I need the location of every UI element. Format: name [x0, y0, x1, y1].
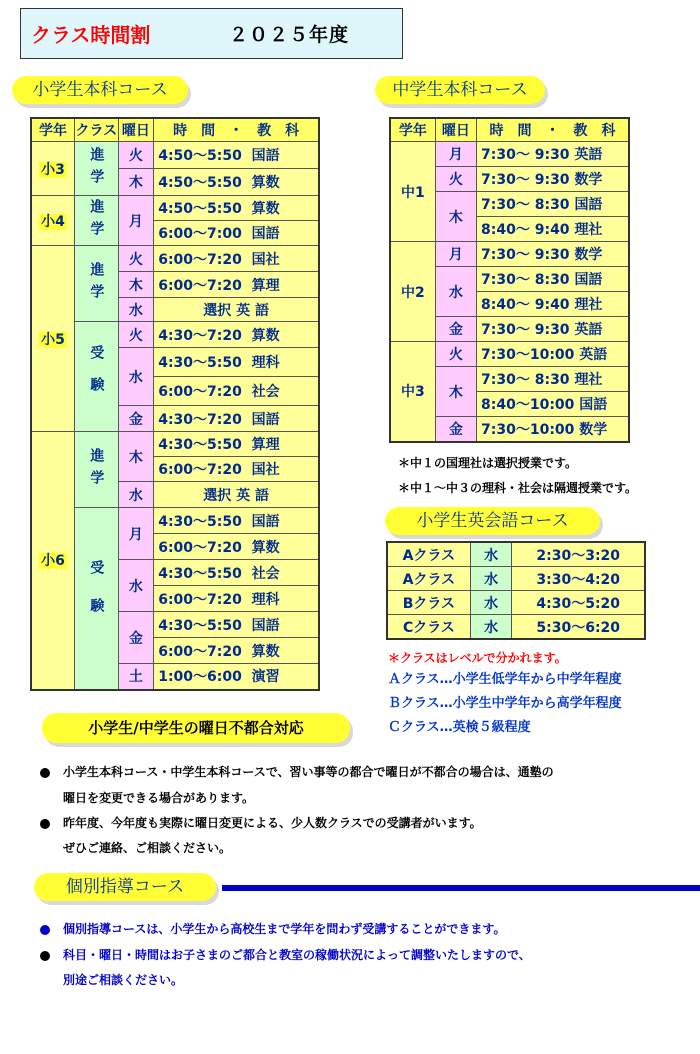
time-cell: 6:00〜7:20 国社 [154, 457, 319, 482]
time-cell: 7:30〜 9:30 英語 [477, 142, 629, 167]
time-cell: 6:00〜7:00 国語 [154, 221, 319, 246]
class-cell: 受験 [75, 322, 119, 432]
selective-english-cell: 選択 英 語 [154, 298, 319, 322]
bullet-icon [40, 951, 50, 961]
conflict-paragraph-2a: 昨年度、今年度も実際に曜日変更による、少人数クラスでの受講者がいます。 [63, 816, 482, 830]
bullet-icon [40, 925, 50, 935]
time-cell: 6:00〜7:20 国社 [154, 246, 319, 272]
grade-cell: 小3 [31, 142, 75, 196]
bullet-icon [40, 819, 50, 829]
time-cell: 4:30〜7:20 算数 [154, 322, 319, 348]
english-course-pill: 小学生英会語コース [385, 507, 600, 535]
header-grade: 学年 [390, 118, 435, 142]
english-level-b: Ｂクラス…小学生中学年から高学年程度 [388, 696, 622, 711]
middle-note-2: ＊中１〜中３の理科・社会は隔週授業です。 [398, 481, 638, 495]
time-cell: 4:50〜5:50 算数 [154, 196, 319, 221]
day-cell: 火 [118, 142, 154, 169]
day-cell: 火 [435, 167, 476, 192]
day-cell: 火 [118, 322, 154, 348]
time-cell: 6:00〜7:20 算数 [154, 638, 319, 664]
english-time-cell: 3:30〜4:20 [512, 567, 645, 591]
day-cell: 月 [118, 508, 154, 560]
time-cell: 4:30〜5:50 社会 [154, 560, 319, 586]
time-cell: 6:00〜7:20 算数 [154, 534, 319, 560]
english-time-cell: 5:30〜6:20 [512, 615, 645, 640]
day-cell: 木 [118, 432, 154, 482]
time-cell: 7:30〜10:00 英語 [477, 342, 629, 367]
time-cell: 4:50〜5:50 国語 [154, 142, 319, 169]
middle-timetable [389, 117, 630, 443]
day-cell: 水 [118, 298, 154, 322]
english-time-cell: 2:30〜3:20 [512, 542, 645, 567]
header-class: クラス [75, 118, 119, 142]
individual-paragraph-2a: 科目・曜日・時間はお子さまのご都合と教室の稼働状況によって調整いたしますので、 [63, 948, 531, 962]
time-cell: 7:30〜 8:30 国語 [477, 192, 629, 217]
time-cell: 7:30〜 9:30 数学 [477, 242, 629, 267]
day-conflict-pill: 小学生/中学生の曜日不都合対応 [42, 713, 350, 743]
time-cell: 7:30〜 8:30 理社 [477, 367, 629, 392]
english-day-cell: 水 [470, 615, 512, 640]
english-level-a: Ａクラス…小学生低学年から中学年程度 [388, 672, 622, 687]
time-cell: 6:00〜7:20 社会 [154, 377, 319, 406]
day-cell: 木 [435, 367, 476, 417]
english-level-c: Ｃクラス…英検５級程度 [388, 720, 531, 735]
individual-paragraph-2b: 別途ご相談ください。 [63, 973, 184, 987]
english-time-cell: 4:30〜5:20 [512, 591, 645, 615]
class-cell: 進学 [75, 142, 119, 196]
elementary-timetable [30, 117, 320, 691]
day-cell: 水 [118, 348, 154, 406]
day-cell: 土 [118, 664, 154, 690]
english-day-cell: 水 [470, 567, 512, 591]
grade-cell: 小5 [31, 246, 75, 432]
grade-cell: 中2 [390, 242, 435, 342]
time-cell: 4:50〜5:50 算数 [154, 169, 319, 196]
day-cell: 火 [118, 246, 154, 272]
header-day: 曜日 [435, 118, 476, 142]
day-cell: 水 [118, 560, 154, 612]
class-cell: 進学 [75, 246, 119, 322]
class-cell: 進学 [75, 196, 119, 246]
grade-cell: 中1 [390, 142, 435, 242]
day-cell: 金 [435, 317, 476, 342]
day-cell: 金 [118, 406, 154, 432]
time-cell: 7:30〜10:00 数学 [477, 417, 629, 442]
time-cell: 6:00〜7:20 算理 [154, 272, 319, 298]
day-cell: 月 [435, 242, 476, 267]
time-cell: 8:40〜 9:40 理社 [477, 217, 629, 242]
bullet-icon [40, 768, 50, 778]
time-cell: 4:30〜5:50 理科 [154, 348, 319, 377]
time-cell: 4:30〜5:50 算理 [154, 432, 319, 457]
day-cell: 金 [118, 612, 154, 664]
grade-cell: 小6 [31, 432, 75, 690]
conflict-paragraph-2b: ぜひご連絡、ご相談ください。 [63, 841, 232, 855]
class-cell: 進学 [75, 432, 119, 508]
english-class-cell: Cクラス [387, 615, 470, 640]
day-cell: 木 [435, 192, 476, 242]
time-cell: 6:00〜7:20 理科 [154, 586, 319, 612]
day-cell: 水 [118, 482, 154, 508]
time-cell: 4:30〜5:50 国語 [154, 508, 319, 534]
header-grade: 学年 [31, 118, 75, 142]
english-class-note: ＊クラスはレベルで分かれます。 [388, 651, 567, 665]
class-cell: 受験 [75, 508, 119, 690]
day-cell: 木 [118, 272, 154, 298]
time-cell: 7:30〜 9:30 数学 [477, 167, 629, 192]
title-box [20, 8, 403, 59]
time-cell: 7:30〜 9:30 英語 [477, 317, 629, 342]
elementary-course-pill: 小学生本科コース [12, 76, 188, 104]
page-title: クラス時間割 [31, 23, 151, 47]
selective-english-cell: 選択 英 語 [154, 482, 319, 508]
english-class-cell: Aクラス [387, 567, 470, 591]
header-time-subject: 時 間 ・ 教 科 [477, 118, 629, 142]
conflict-paragraph-1a: 小学生本科コース・中学生本科コースで、習い事等の都合で曜日が不都合の場合は、通塾の [63, 765, 554, 779]
english-day-cell: 水 [470, 591, 512, 615]
time-cell: 8:40〜 9:40 理社 [477, 292, 629, 317]
time-cell: 1:00〜6:00 演習 [154, 664, 319, 690]
day-cell: 火 [435, 342, 476, 367]
day-cell: 水 [435, 267, 476, 317]
day-cell: 月 [435, 142, 476, 167]
time-cell: 4:30〜7:20 国語 [154, 406, 319, 432]
middle-note-1: ＊中１の国理社は選択授業です。 [398, 456, 578, 470]
day-cell: 金 [435, 417, 476, 442]
individual-course-pill: 個別指導コース [34, 873, 216, 901]
english-class-cell: Aクラス [387, 542, 470, 567]
time-cell: 7:30〜 8:30 国語 [477, 267, 629, 292]
english-class-cell: Bクラス [387, 591, 470, 615]
grade-cell: 小4 [31, 196, 75, 246]
time-cell: 4:30〜5:50 国語 [154, 612, 319, 638]
section-divider-bar [222, 885, 700, 891]
year-label: ２０２５年度 [229, 24, 350, 46]
header-day: 曜日 [118, 118, 154, 142]
header-time-subject: 時 間 ・ 教 科 [154, 118, 319, 142]
time-cell: 8:40〜10:00 国語 [477, 392, 629, 417]
english-timetable [386, 541, 646, 640]
day-cell: 木 [118, 169, 154, 196]
english-day-cell: 水 [470, 542, 512, 567]
middle-course-pill: 中学生本科コース [375, 76, 545, 104]
individual-paragraph-1: 個別指導コースは、小学生から高校生まで学年を問わず受講することができます。 [63, 922, 506, 936]
day-cell: 月 [118, 196, 154, 246]
conflict-paragraph-1b: 曜日を変更できる場合があります。 [63, 791, 255, 805]
grade-cell: 中3 [390, 342, 435, 442]
